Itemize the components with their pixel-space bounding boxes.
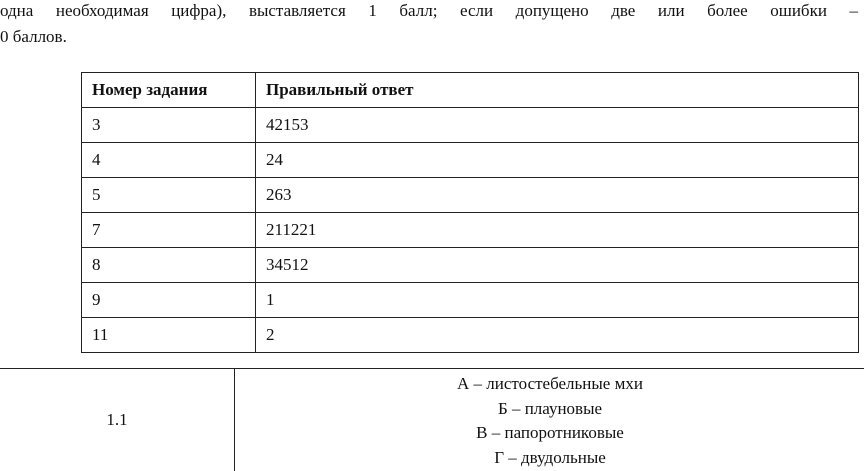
criteria-number-cell: 1.1 <box>0 369 235 471</box>
table-row <box>82 213 859 248</box>
table-row <box>82 178 859 213</box>
table-row <box>82 318 859 353</box>
task-number-cell: 5 <box>82 178 256 213</box>
table-row <box>82 108 859 143</box>
task-number-cell: 11 <box>82 318 256 353</box>
answer-cell: 1 <box>256 283 859 318</box>
table-row <box>82 248 859 283</box>
task-number-cell: 4 <box>82 143 256 178</box>
answer-cell: 34512 <box>256 248 859 283</box>
criteria-item: Г – двудольные <box>236 446 864 471</box>
task-number-cell: 7 <box>82 213 256 248</box>
criteria-item: В – папоротниковые <box>236 421 864 446</box>
task-number-cell: 9 <box>82 283 256 318</box>
intro-line-2: 0 баллов. <box>0 24 864 50</box>
criteria-table <box>0 368 864 471</box>
answers-table-header-row <box>82 73 859 108</box>
header-correct-answer: Правильный ответ <box>256 73 859 108</box>
criteria-item: Б – плауновые <box>236 397 864 422</box>
criteria-row <box>0 369 864 471</box>
table-row <box>82 143 859 178</box>
criteria-list <box>236 370 864 470</box>
answer-cell: 42153 <box>256 108 859 143</box>
table-row <box>82 283 859 318</box>
answer-cell: 2 <box>256 318 859 353</box>
answer-cell: 211221 <box>256 213 859 248</box>
task-number-cell: 8 <box>82 248 256 283</box>
answer-cell: 24 <box>256 143 859 178</box>
intro-paragraph <box>0 0 864 50</box>
criteria-content-cell <box>235 369 864 471</box>
intro-line-1: одна необходимая цифра), выставляется 1 балл; если допущено две или более ошибки – <box>0 0 858 24</box>
answers-table <box>81 72 859 353</box>
criteria-item: А – листостебельные мхи <box>236 372 864 397</box>
answer-cell: 263 <box>256 178 859 213</box>
header-task-number: Номер задания <box>82 73 256 108</box>
task-number-cell: 3 <box>82 108 256 143</box>
